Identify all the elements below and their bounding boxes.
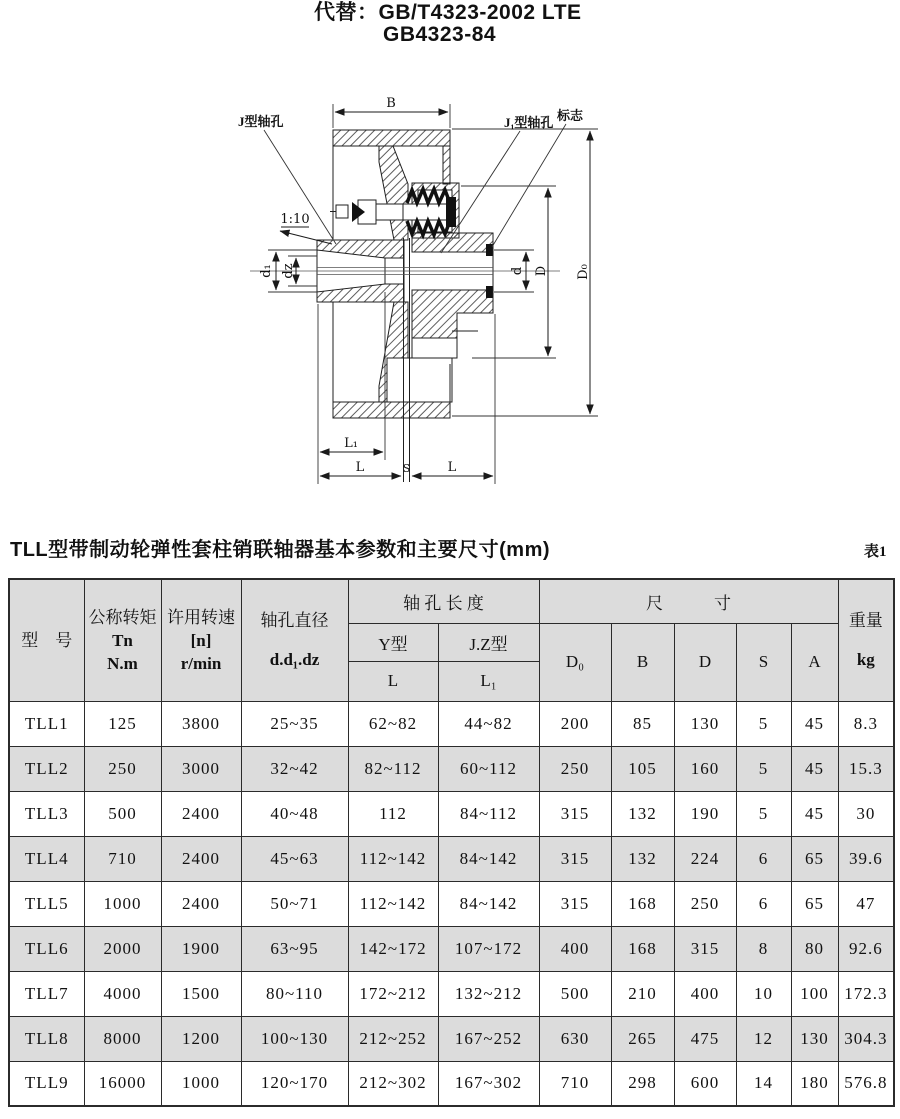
cell-model: TLL6: [9, 926, 84, 971]
col-header-L1: L₁: [438, 661, 539, 701]
cell-S: 6: [736, 836, 791, 881]
cell-tn: 500: [84, 791, 161, 836]
cell-S: 5: [736, 746, 791, 791]
label-taper: 1:10: [280, 212, 310, 227]
cell-A: 180: [791, 1061, 838, 1106]
cell-S: 12: [736, 1016, 791, 1061]
cell-D0: 400: [539, 926, 611, 971]
cell-model: TLL8: [9, 1016, 84, 1061]
cell-model: TLL3: [9, 791, 84, 836]
cell-n: 1200: [161, 1016, 241, 1061]
cell-D: 600: [674, 1061, 736, 1106]
cell-tn: 710: [84, 836, 161, 881]
cell-L: 172~212: [348, 971, 438, 1016]
table-row: [9, 836, 894, 881]
cell-D0: 315: [539, 881, 611, 926]
dim-label-L1: L₁: [344, 436, 358, 451]
col-header-model: [9, 579, 84, 701]
cell-bore: 40~48: [241, 791, 348, 836]
cell-D: 400: [674, 971, 736, 1016]
cell-n: 3000: [161, 746, 241, 791]
header-text: 轴孔直径: [260, 611, 329, 631]
cell-B: 85: [611, 701, 674, 746]
label-mark: 标志: [557, 108, 584, 123]
cell-S: 5: [736, 701, 791, 746]
cell-S: 10: [736, 971, 791, 1016]
header-unit: N.m: [107, 653, 138, 673]
col-header-bore-diameter: [241, 579, 348, 701]
header-symbol: d.d₁.dz: [269, 650, 320, 670]
parameters-table: [8, 578, 895, 1107]
table-number: 表1: [864, 544, 887, 560]
cell-A: 45: [791, 701, 838, 746]
table-row: [9, 746, 894, 791]
cell-D: 130: [674, 701, 736, 746]
cell-model: TLL9: [9, 1061, 84, 1106]
col-header-B: B: [611, 623, 674, 701]
col-header-weight: [838, 579, 894, 701]
cell-model: TLL2: [9, 746, 84, 791]
cell-n: 2400: [161, 881, 241, 926]
cell-A: 65: [791, 836, 838, 881]
cell-D0: 710: [539, 1061, 611, 1106]
cell-D0: 630: [539, 1016, 611, 1061]
cell-tn: 125: [84, 701, 161, 746]
cell-A: 130: [791, 1016, 838, 1061]
cell-kg: 15.3: [838, 746, 894, 791]
cell-L: 112~142: [348, 881, 438, 926]
header-text: 型 号: [21, 630, 73, 650]
header-symbol: [n]: [190, 630, 212, 650]
cell-n: 1000: [161, 1061, 241, 1106]
cell-S: 8: [736, 926, 791, 971]
header-unit: r/min: [180, 653, 222, 673]
cell-D: 315: [674, 926, 736, 971]
coupling-cross-section-drawing: [225, 95, 615, 505]
cell-B: 210: [611, 971, 674, 1016]
cell-kg: 30: [838, 791, 894, 836]
header-unit: kg: [856, 650, 875, 670]
cell-L: 112: [348, 791, 438, 836]
dim-label-D: D: [534, 265, 549, 277]
col-header-D: D: [674, 623, 736, 701]
cell-S: 6: [736, 881, 791, 926]
col-header-bore-length: 轴 孔 长 度: [348, 579, 539, 623]
cell-A: 100: [791, 971, 838, 1016]
table-row: [9, 971, 894, 1016]
cell-model: TLL4: [9, 836, 84, 881]
table-row: [9, 1061, 894, 1106]
cell-bore: 120~170: [241, 1061, 348, 1106]
cell-bore: 100~130: [241, 1016, 348, 1061]
cell-B: 168: [611, 881, 674, 926]
cell-L1: 84~112: [438, 791, 539, 836]
cell-model: TLL7: [9, 971, 84, 1016]
table-body: [9, 701, 894, 1106]
col-header-jz-type: J.Z型: [438, 623, 539, 661]
cell-bore: 50~71: [241, 881, 348, 926]
cell-D0: 315: [539, 791, 611, 836]
cell-tn: 1000: [84, 881, 161, 926]
cell-D0: 315: [539, 836, 611, 881]
cell-tn: 2000: [84, 926, 161, 971]
cell-D0: 200: [539, 701, 611, 746]
dim-label-D0: D₀: [576, 264, 591, 280]
cell-L1: 84~142: [438, 836, 539, 881]
cell-A: 45: [791, 746, 838, 791]
cell-D: 475: [674, 1016, 736, 1061]
header-text: 公称转矩: [88, 607, 157, 627]
cell-n: 3800: [161, 701, 241, 746]
cell-kg: 172.3: [838, 971, 894, 1016]
header-symbol: Tn: [112, 630, 133, 650]
cell-D0: 500: [539, 971, 611, 1016]
dim-label-d1: d₁: [259, 264, 274, 278]
cell-L1: 167~252: [438, 1016, 539, 1061]
cell-L: 112~142: [348, 836, 438, 881]
cell-B: 168: [611, 926, 674, 971]
cell-kg: 8.3: [838, 701, 894, 746]
cell-L1: 60~112: [438, 746, 539, 791]
cell-kg: 47: [838, 881, 894, 926]
dim-label-d: d: [510, 266, 525, 276]
header-text: 许用转速: [167, 607, 235, 627]
label-j1-hole: J₁型轴孔: [504, 115, 554, 130]
cell-B: 105: [611, 746, 674, 791]
cell-A: 65: [791, 881, 838, 926]
label-j-hole: J型轴孔: [238, 114, 284, 129]
cell-S: 5: [736, 791, 791, 836]
cell-D: 224: [674, 836, 736, 881]
supersedes-standard-line1: 代替：GB/T4323-2002 LTE: [314, 1, 582, 24]
cell-B: 265: [611, 1016, 674, 1061]
cell-A: 45: [791, 791, 838, 836]
cell-n: 1900: [161, 926, 241, 971]
cell-bore: 80~110: [241, 971, 348, 1016]
cell-A: 80: [791, 926, 838, 971]
cell-L: 62~82: [348, 701, 438, 746]
col-header-A: A: [791, 623, 838, 701]
table-row: [9, 701, 894, 746]
cell-tn: 8000: [84, 1016, 161, 1061]
cell-B: 298: [611, 1061, 674, 1106]
cell-B: 132: [611, 791, 674, 836]
col-header-L: L: [348, 661, 438, 701]
cell-bore: 45~63: [241, 836, 348, 881]
cell-n: 2400: [161, 836, 241, 881]
table-row: [9, 791, 894, 836]
cell-kg: 92.6: [838, 926, 894, 971]
cell-n: 2400: [161, 791, 241, 836]
cell-kg: 576.8: [838, 1061, 894, 1106]
header-text: 重量: [848, 611, 883, 631]
cell-L1: 44~82: [438, 701, 539, 746]
dim-label-dz: dz: [281, 263, 296, 279]
cell-L: 142~172: [348, 926, 438, 971]
col-header-y-type: Y型: [348, 623, 438, 661]
cell-D: 190: [674, 791, 736, 836]
table-row: [9, 1016, 894, 1061]
cell-L1: 84~142: [438, 881, 539, 926]
col-header-D0: D₀: [539, 623, 611, 701]
cell-n: 1500: [161, 971, 241, 1016]
cell-L1: 167~302: [438, 1061, 539, 1106]
dim-label-L-right: L: [447, 460, 457, 475]
cell-model: TLL5: [9, 881, 84, 926]
cell-B: 132: [611, 836, 674, 881]
cell-L: 212~252: [348, 1016, 438, 1061]
cell-L1: 132~212: [438, 971, 539, 1016]
cell-kg: 304.3: [838, 1016, 894, 1061]
cell-L: 82~112: [348, 746, 438, 791]
col-header-dimensions: 尺 寸: [539, 579, 838, 623]
dim-label-L-left: L: [355, 460, 365, 475]
cell-model: TLL1: [9, 701, 84, 746]
cell-D0: 250: [539, 746, 611, 791]
cell-D: 160: [674, 746, 736, 791]
cell-L1: 107~172: [438, 926, 539, 971]
cell-tn: 250: [84, 746, 161, 791]
supersedes-standard-line2: GB4323-84: [383, 23, 497, 46]
table-row: [9, 881, 894, 926]
cell-tn: 4000: [84, 971, 161, 1016]
table-title: TLL型带制动轮弹性套柱销联轴器基本参数和主要尺寸(mm): [10, 539, 551, 561]
table-row: [9, 926, 894, 971]
cell-tn: 16000: [84, 1061, 161, 1106]
cell-bore: 32~42: [241, 746, 348, 791]
cell-L: 212~302: [348, 1061, 438, 1106]
col-header-S: S: [736, 623, 791, 701]
table-header: [9, 579, 894, 701]
dim-label-b: B: [386, 96, 396, 111]
cell-bore: 25~35: [241, 701, 348, 746]
cell-bore: 63~95: [241, 926, 348, 971]
col-header-speed: [161, 579, 241, 701]
cell-D: 250: [674, 881, 736, 926]
cell-S: 14: [736, 1061, 791, 1106]
col-header-torque: [84, 579, 161, 701]
dim-label-S: S: [402, 462, 411, 475]
cell-kg: 39.6: [838, 836, 894, 881]
